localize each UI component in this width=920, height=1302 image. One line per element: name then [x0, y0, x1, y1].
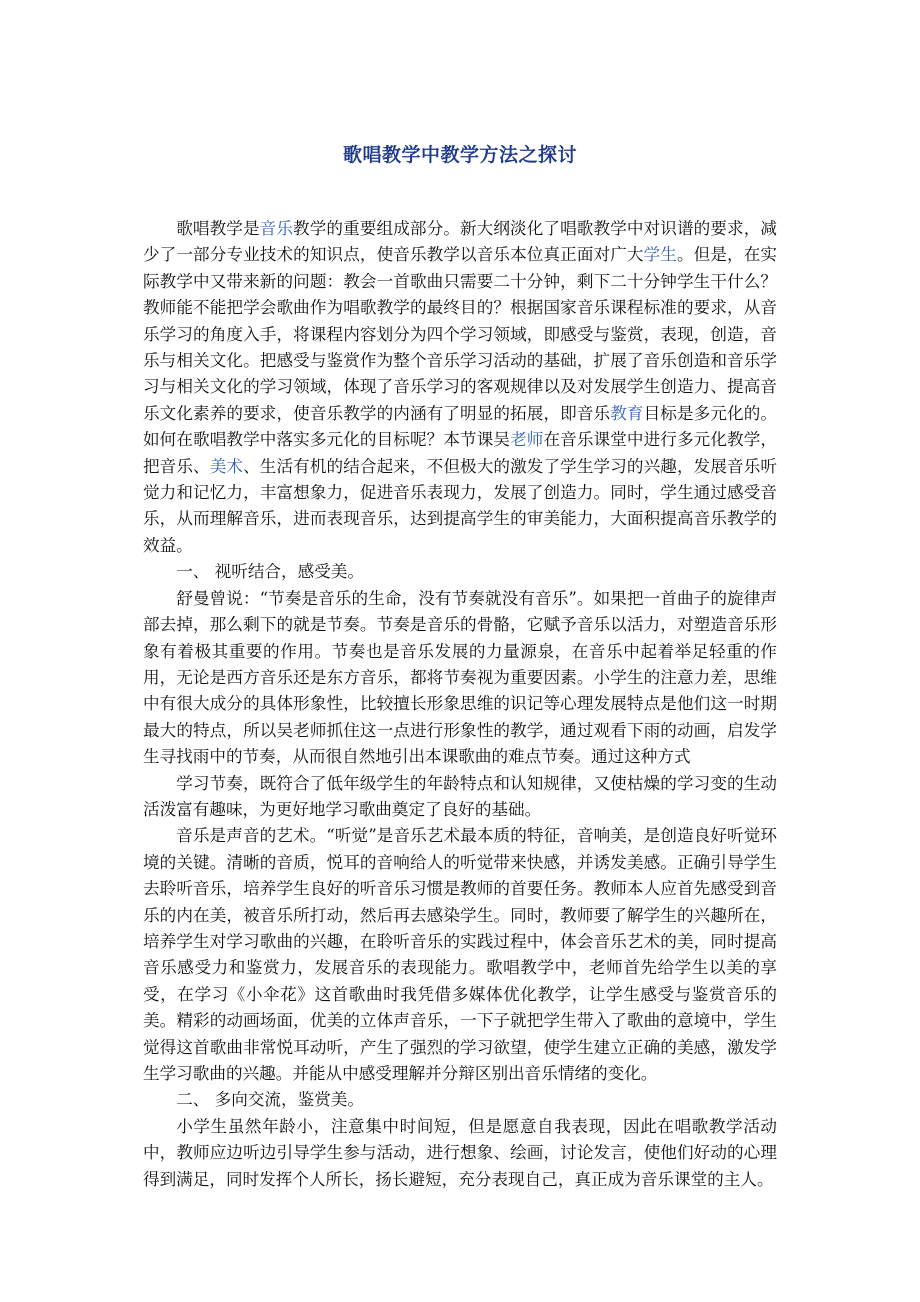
inline-link[interactable]: 教育	[610, 403, 644, 423]
document-title: 歌唱教学中教学方法之探讨	[342, 144, 577, 166]
paragraph	[143, 771, 777, 824]
inline-link[interactable]: 老师	[510, 430, 544, 450]
inline-link[interactable]: 音乐	[259, 219, 294, 238]
paragraph-text: 歌唱教学是	[176, 219, 260, 238]
inline-link[interactable]: 学生	[643, 245, 677, 265]
paragraph-text: 教学的重要组成部分。新大纲淡化了唱歌教学中对识谱的要求，减少了一部分专业技术的知识点，使音乐教学以音乐本位真正面对广大	[143, 219, 778, 265]
paragraph-text: 一、 视听结合，感受美。	[176, 562, 364, 582]
section-heading	[143, 1087, 777, 1113]
inline-link[interactable]: 美术	[209, 456, 244, 476]
paragraph	[143, 823, 777, 1087]
paragraph-text: 在音乐课堂中进行多元化教学，把音乐、	[143, 430, 778, 476]
paragraph-text: 学习节奏，既符合了低年级学生的年龄特点和认知规律，又使枯燥的学习变的生动活泼富有趣味，为更好地学习歌曲奠定了良好的基础。	[143, 773, 777, 819]
paragraph	[143, 1114, 777, 1193]
document-body	[143, 216, 777, 1193]
paragraph-text: 目标是多元化的。如何在歌唱教学中落实多元化的目标呢？本节课吴	[143, 403, 778, 450]
paragraph	[143, 216, 777, 559]
paragraph-text: 二、 多向交流，鉴赏美。	[176, 1090, 364, 1110]
paragraph-text: 、生活有机的结合起来，不但极大的激发了学生学习的兴趣，发展音乐听觉力和记忆力，丰富想象力，促进音乐表现力，发展了创造力。同时，学生通过感受音乐，从而理解音乐，进而表现音乐，达到提高学生的审美能力，大面积提高音乐教学的效益。	[143, 456, 778, 555]
paragraph	[143, 586, 777, 771]
paragraph-text: 小学生虽然年龄小，注意集中时间短，但是愿意自我表现，因此在唱歌教学活动中，教师应边听边引导学生参与活动，进行想象、绘画，讨论发言，使他们好动的心理得到满足，同时发挥个人所长，扬长避短，充分表现自己，真正成为音乐课堂的主人。	[143, 1116, 777, 1189]
paragraph-text: 舒曼曾说：“节奏是音乐的生命，没有节奏就没有音乐”。如果把一首曲子的旋律声部去掉，那么剩下的就是节奏。节奏是音乐的骨骼，它赋予音乐以活力，对塑造音乐形象有着极其重要的作用。节奏也是音乐发展的力量源泉，在音乐中起着举足轻重的作用，无论是西方音乐还是东方音乐，都将节奏视为重要因素。小学生的注意力差，思维中有很大成分的具体形象性，比较擅长形象思维的识记等心理发展特点是他们这一时期最大的特点，所以吴老师抓住这一点进行形象性的教学，通过观看下雨的动画，启发学生寻找雨中的节奏，从而很自然地引出本课歌曲的难点节奏。通过这种方式	[143, 588, 777, 767]
paragraph-text: 。但是，在实际教学中又带来新的问题：教会一首歌曲只需要二十分钟，剩下二十分钟学生干什么？教师能不能把学会歌曲作为唱歌教学的最终目的？根据国家音乐课程标准的要求，从音乐学习的角度入手，将课程内容划分为四个学习领域，即感受与鉴赏，表现，创造，音乐与相关文化。把感受与鉴赏作为整个音乐学习活动的基础，扩展了音乐创造和音乐学习与相关文化的学习领域，体现了音乐学习的客观规律以及对发展学生创造力、提高音乐文化素养的要求，使音乐教学的内涵有了明显的拓展，即音乐	[143, 245, 778, 423]
section-heading	[143, 559, 777, 585]
paragraph-text: 音乐是声音的艺术。“听觉”是音乐艺术最本质的特征，音响美，是创造良好听觉环境的关键。清晰的音质，悦耳的音响给人的听觉带来快感，并诱发美感。正确引导学生去聆听音乐，培养学生良好的听音乐习惯是教师的首要任务。教师本人应首先感受到音乐的内在美，被音乐所打动，然后再去感染学生。同时，教师要了解学生的兴趣所在，培养学生对学习歌曲的兴趣，在聆听音乐的实践过程中，体会音乐艺术的美，同时提高音乐感受力和鉴赏力，发展音乐的表现能力。歌唱教学中，老师首先给学生以美的享受，在学习《小伞花》这首歌曲时我凭借多媒体优化教学，让学生感受与鉴赏音乐的美。精彩的动画场面，优美的立体声音乐，一下子就把学生带入了歌曲的意境中，学生觉得这首歌曲非常悦耳动听，产生了强烈的学习欲望，使学生建立正确的美感，激发学生学习歌曲的兴趣。并能从中感受理解并分辩区别出音乐情绪的变化。	[143, 826, 777, 1083]
